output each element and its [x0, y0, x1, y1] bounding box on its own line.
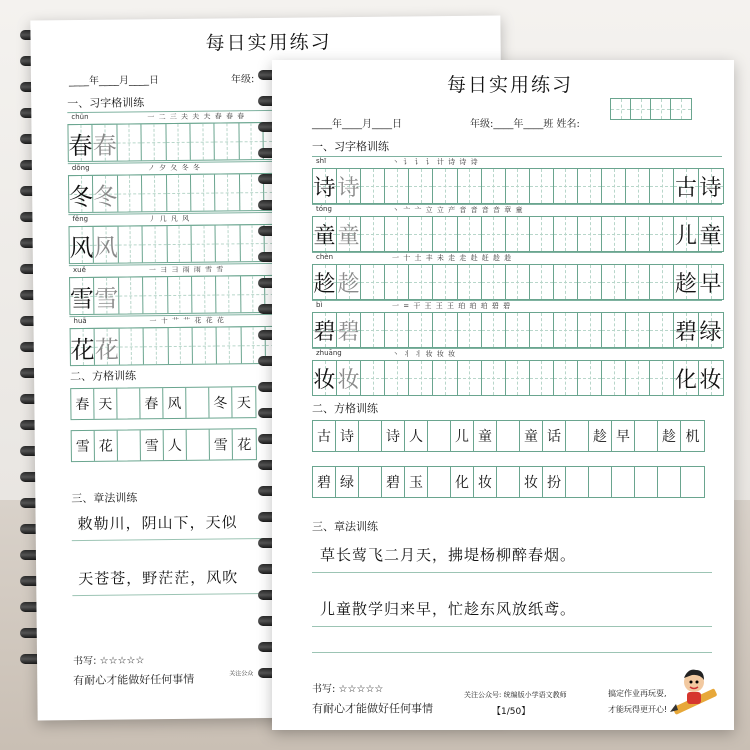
trace-character: 诗	[337, 175, 360, 201]
character-cell	[313, 313, 337, 347]
character-cell	[699, 265, 723, 299]
writing-cell[interactable]	[482, 313, 506, 347]
grid-empty-cell[interactable]	[187, 430, 210, 460]
character-cell	[95, 329, 120, 365]
page-number: 【1/50】	[492, 707, 531, 717]
front-date-line: ____年____月____日	[312, 119, 402, 130]
grid-empty-cell[interactable]	[635, 421, 658, 451]
writing-cell[interactable]	[361, 313, 385, 347]
character-cell	[69, 176, 94, 212]
character-cell	[337, 313, 361, 347]
model-character: 绿	[699, 319, 722, 345]
character-cell	[93, 176, 118, 212]
tianzige-row	[67, 122, 289, 162]
writing-cell[interactable]	[458, 313, 482, 347]
square-grid-row	[312, 420, 705, 452]
grid-character: 诗	[382, 421, 405, 451]
name-box-cell[interactable]	[611, 99, 631, 119]
writing-cell[interactable]	[482, 217, 506, 251]
front-rule-1	[312, 572, 712, 573]
trace-character: 童	[337, 223, 360, 249]
writing-cell[interactable]	[409, 265, 433, 299]
grid-character: 妆	[520, 467, 543, 497]
character-cell	[699, 169, 723, 203]
grid-character: 扮	[543, 467, 566, 497]
square-grid-row	[71, 428, 257, 462]
writing-cell[interactable]	[482, 265, 506, 299]
character-cell	[68, 125, 93, 161]
model-character: 化	[674, 367, 697, 393]
writing-cell[interactable]	[578, 313, 602, 347]
front-rule-2	[312, 626, 712, 627]
back-grade-label: 年级:	[230, 74, 255, 86]
model-character: 趁	[313, 271, 336, 297]
stroke-order: 一 十 艹 ⺾ 花 花 花	[149, 316, 225, 326]
writing-cell[interactable]	[506, 313, 530, 347]
grid-empty-cell[interactable]	[566, 421, 589, 451]
grid-character: 趁	[658, 421, 681, 451]
writing-cell[interactable]	[118, 175, 143, 211]
writing-cell[interactable]	[578, 217, 602, 251]
front-motto: 有耐心才能做好任何事情	[312, 702, 433, 715]
tianzige-row	[312, 168, 724, 204]
writing-cell[interactable]	[530, 169, 554, 203]
writing-cell[interactable]	[361, 265, 385, 299]
character-cell	[313, 217, 337, 251]
writing-cell[interactable]	[168, 328, 193, 364]
grid-empty-cell[interactable]	[359, 421, 382, 451]
writing-cell[interactable]	[602, 313, 626, 347]
model-character: 古	[674, 175, 697, 201]
grid-character: 诗	[336, 421, 359, 451]
writing-cell[interactable]	[142, 175, 167, 211]
grid-character: 雪	[141, 430, 164, 460]
writing-cell[interactable]	[118, 226, 143, 262]
grid-empty-cell[interactable]	[359, 467, 382, 497]
character-cell	[93, 125, 118, 161]
grid-character: 雪	[210, 429, 233, 459]
writing-cell[interactable]	[192, 277, 217, 313]
writing-cell[interactable]	[143, 226, 168, 262]
stroke-order: 丿 几 凡 风	[148, 214, 191, 224]
front-grade-line: 年级:____年____班 姓名:	[470, 119, 580, 130]
grid-character: 花	[237, 437, 252, 454]
grid-empty-cell[interactable]	[497, 421, 520, 451]
model-character: 童	[313, 223, 336, 249]
grid-character: 绿	[336, 467, 359, 497]
grid-character: 人	[405, 421, 428, 451]
model-character: 碧	[674, 319, 697, 345]
back-motto: 有耐心才能做好任何事情	[73, 672, 195, 688]
grid-empty-cell[interactable]	[681, 467, 704, 497]
stroke-order: 丶 亠 亠 立 立 产 音 音 音 音 章 童	[392, 206, 524, 214]
character-cell	[313, 361, 337, 395]
model-character: 趁	[674, 271, 697, 297]
writing-cell[interactable]	[361, 169, 385, 203]
writing-cell[interactable]	[554, 361, 578, 395]
writing-cell[interactable]	[433, 361, 457, 395]
pinyin-label: fēng	[72, 214, 89, 224]
name-box-cell[interactable]	[631, 99, 651, 119]
writing-cell[interactable]	[506, 217, 530, 251]
grid-character: 童	[474, 421, 497, 451]
pinyin-label: tóng	[316, 205, 332, 213]
trace-character: 春	[92, 131, 117, 160]
writing-cell[interactable]	[193, 328, 218, 364]
front-section-2-heading: 二、方格训练	[312, 402, 378, 415]
character-cell	[94, 278, 119, 314]
writing-cell[interactable]	[650, 217, 674, 251]
tianzige-row	[312, 360, 724, 396]
grid-empty-cell[interactable]	[186, 388, 209, 418]
writing-cell[interactable]	[167, 175, 192, 211]
character-cell	[674, 217, 698, 251]
model-character: 童	[699, 223, 722, 249]
pinyin-label: bì	[316, 301, 323, 309]
pinyin-label: shī	[316, 157, 327, 165]
writing-cell[interactable]	[433, 313, 457, 347]
grid-empty-cell[interactable]	[612, 467, 635, 497]
grid-empty-cell[interactable]	[658, 467, 681, 497]
writing-cell[interactable]	[626, 313, 650, 347]
writing-cell[interactable]	[166, 124, 191, 160]
stroke-order: 一 十 土 丰 未 走 走 赴 赶 趁 趁	[392, 254, 513, 262]
model-character: 冬	[68, 182, 94, 211]
trace-character: 花	[94, 335, 120, 364]
writing-cell[interactable]	[458, 217, 482, 251]
tianzige-row	[68, 173, 290, 213]
writing-cell[interactable]	[385, 169, 409, 203]
writing-cell[interactable]	[409, 217, 433, 251]
writing-cell[interactable]	[602, 217, 626, 251]
model-character: 诗	[699, 175, 722, 201]
grid-empty-cell[interactable]	[117, 388, 140, 418]
pinyin-label: dōng	[71, 163, 90, 173]
writing-cell[interactable]	[482, 169, 506, 203]
writing-cell[interactable]	[215, 123, 240, 159]
back-rating: 书写: ☆☆☆☆☆	[73, 655, 145, 668]
grid-character: 妆	[474, 467, 497, 497]
model-character: 花	[70, 335, 95, 364]
writing-cell[interactable]	[458, 361, 482, 395]
character-cell	[337, 361, 361, 395]
writing-cell[interactable]	[626, 361, 650, 395]
writing-cell[interactable]	[602, 169, 626, 203]
trace-character: 妆	[337, 367, 360, 393]
writing-cell[interactable]	[650, 361, 674, 395]
model-character: 春	[68, 131, 93, 160]
writing-cell[interactable]	[578, 361, 602, 395]
name-box-cell[interactable]	[651, 99, 671, 119]
grid-character: 化	[451, 467, 474, 497]
writing-cell[interactable]	[409, 313, 433, 347]
stroke-order: 丶 丬 丬 妆 妆 妆	[392, 350, 457, 358]
character-cell	[337, 217, 361, 251]
back-follow-note: 关注公众	[229, 670, 254, 678]
writing-cell[interactable]	[578, 169, 602, 203]
grid-character: 儿	[451, 421, 474, 451]
grid-character: 天	[94, 389, 117, 419]
writing-cell[interactable]	[626, 217, 650, 251]
tip-line-1: 搞定作业再玩耍,	[608, 689, 667, 698]
model-character: 碧	[313, 319, 336, 345]
writing-cell[interactable]	[217, 327, 242, 363]
character-cell	[674, 361, 698, 395]
writing-cell[interactable]	[530, 265, 554, 299]
grid-character: 古	[313, 421, 336, 451]
writing-cell[interactable]	[458, 265, 482, 299]
writing-cell[interactable]	[554, 169, 578, 203]
character-cell	[313, 169, 337, 203]
writing-cell[interactable]	[215, 174, 240, 210]
grid-character: 碧	[382, 467, 405, 497]
trace-character: 雪	[94, 284, 119, 313]
writing-cell[interactable]	[530, 217, 554, 251]
grid-empty-cell[interactable]	[635, 467, 658, 497]
writing-cell[interactable]	[190, 124, 215, 160]
grid-empty-cell[interactable]	[428, 467, 451, 497]
writing-cell[interactable]	[167, 226, 192, 262]
character-cell	[699, 313, 723, 347]
writing-cell[interactable]	[602, 361, 626, 395]
writing-cell[interactable]	[482, 361, 506, 395]
writing-cell[interactable]	[409, 169, 433, 203]
trace-character: 风	[93, 233, 118, 262]
name-box-grid	[610, 98, 692, 120]
writing-cell[interactable]	[385, 265, 409, 299]
writing-cell[interactable]	[650, 265, 674, 299]
writing-cell[interactable]	[119, 277, 144, 313]
front-poem-line-2: 儿童散学归来早，忙趁东风放纸鸢。	[320, 600, 577, 618]
character-cell	[699, 361, 723, 395]
back-section-3-heading: 三、章法训练	[71, 491, 138, 506]
front-title: 每日实用练习	[447, 74, 574, 96]
writing-cell[interactable]	[554, 265, 578, 299]
grid-character: 话	[543, 421, 566, 451]
character-cell	[313, 265, 337, 299]
follow-note: 关注公众号: 统编版小学语文教师	[464, 691, 567, 699]
grid-character: 雪	[72, 431, 95, 461]
writing-cell[interactable]	[626, 265, 650, 299]
writing-cell[interactable]	[142, 124, 167, 160]
character-cell	[674, 169, 698, 203]
writing-cell[interactable]	[530, 313, 554, 347]
tip-line-2: 才能玩得更开心!	[608, 705, 668, 714]
model-character: 雪	[69, 284, 95, 313]
writing-cell[interactable]	[506, 361, 530, 395]
writing-cell[interactable]	[506, 265, 530, 299]
back-section-2-heading: 二、方格训练	[70, 369, 137, 384]
grid-empty-cell[interactable]	[566, 467, 589, 497]
writing-cell[interactable]	[144, 328, 169, 364]
model-character: 诗	[313, 175, 336, 201]
grid-character: 机	[685, 429, 700, 445]
writing-cell[interactable]	[143, 277, 168, 313]
writing-cell[interactable]	[554, 313, 578, 347]
character-cell	[71, 329, 96, 365]
writing-cell[interactable]	[458, 169, 482, 203]
grid-character: 早	[612, 421, 635, 451]
character-cell	[674, 265, 698, 299]
tianzige-row	[312, 264, 724, 300]
grid-character: 天	[236, 395, 251, 412]
writing-cell[interactable]	[191, 175, 216, 211]
grid-character: 碧	[313, 467, 336, 497]
character-cell	[70, 227, 95, 263]
grid-character: 趁	[589, 421, 612, 451]
stroke-order: ノ 夕 夂 冬 冬	[147, 163, 201, 173]
pinyin-label: zhuāng	[316, 349, 342, 357]
character-cell	[337, 265, 361, 299]
writing-cell[interactable]	[578, 265, 602, 299]
writing-cell[interactable]	[216, 276, 241, 312]
square-grid-row	[70, 386, 256, 420]
front-section-1-heading: 一、习字格训练	[312, 140, 389, 153]
back-poem-line-2: 天苍苍，野茫茫，风吹	[78, 568, 239, 589]
grid-character: 童	[520, 421, 543, 451]
front-poem-line-1: 草长莺飞二月天，拂堤杨柳醉春烟。	[320, 546, 577, 564]
writing-cell[interactable]	[385, 361, 409, 395]
character-cell	[674, 313, 698, 347]
character-cell	[70, 278, 95, 314]
front-rating: 书写: ☆☆☆☆☆	[312, 684, 384, 695]
model-character: 早	[699, 271, 722, 297]
writing-cell[interactable]	[385, 217, 409, 251]
writing-cell[interactable]	[554, 217, 578, 251]
writing-cell[interactable]	[117, 124, 142, 160]
back-date-line: ____年____月____日	[68, 75, 160, 88]
cartoon-boy-pencil-icon	[664, 660, 724, 720]
grid-empty-cell[interactable]	[497, 467, 520, 497]
stroke-order: 丶 讠 讠 讠 计 诗 诗 诗	[392, 158, 479, 166]
pinyin-label: huā	[73, 316, 87, 326]
trace-character: 趁	[337, 271, 360, 297]
tianzige-row	[312, 216, 724, 252]
writing-cell[interactable]	[433, 217, 457, 251]
model-character: 儿	[674, 223, 697, 249]
stroke-order: 一 ⺕ ⺕ 雨 雨 雪 雪	[148, 265, 225, 275]
pinyin-label: chūn	[71, 112, 89, 122]
trace-character: 冬	[93, 182, 118, 211]
back-poem-line-1: 敕勒川，阴山下，天似	[77, 513, 238, 534]
grid-character: 风	[163, 388, 186, 418]
grid-character: 冬	[209, 387, 232, 417]
grid-character: 春	[71, 389, 94, 419]
writing-cell[interactable]	[361, 361, 385, 395]
writing-cell[interactable]	[433, 169, 457, 203]
writing-cell[interactable]	[385, 313, 409, 347]
stroke-order: 一 二 三 夫 夫 夫 春 春 春	[147, 112, 246, 122]
character-cell	[337, 169, 361, 203]
model-character: 妆	[699, 367, 722, 393]
name-box-cell[interactable]	[671, 99, 691, 119]
tianzige-row	[312, 312, 724, 348]
writing-cell[interactable]	[626, 169, 650, 203]
writing-cell[interactable]	[119, 328, 144, 364]
trace-character: 碧	[337, 319, 360, 345]
writing-cell[interactable]	[433, 265, 457, 299]
grid-empty-cell[interactable]	[589, 467, 612, 497]
character-cell	[94, 227, 119, 263]
writing-cell[interactable]	[216, 225, 241, 261]
writing-cell[interactable]	[650, 313, 674, 347]
back-section-1-heading: 一、习字格训练	[67, 96, 145, 111]
stroke-order: 一 = 干 王 王 王 珀 珀 珀 碧 碧	[392, 302, 512, 310]
front-worksheet	[272, 60, 734, 730]
square-grid-row	[312, 466, 705, 498]
pinyin-label: chèn	[316, 253, 334, 261]
writing-cell[interactable]	[650, 169, 674, 203]
character-cell	[699, 217, 723, 251]
writing-cell[interactable]	[361, 217, 385, 251]
model-character: 风	[69, 233, 94, 262]
writing-cell[interactable]	[506, 169, 530, 203]
writing-cell[interactable]	[191, 226, 216, 262]
writing-cell[interactable]	[530, 361, 554, 395]
grid-empty-cell[interactable]	[118, 430, 141, 460]
back-title: 每日实用练习	[205, 31, 332, 55]
front-section-3-heading: 三、章法训练	[312, 520, 378, 533]
grid-character: 人	[164, 430, 187, 460]
writing-cell[interactable]	[409, 361, 433, 395]
model-character: 妆	[313, 367, 336, 393]
grid-empty-cell[interactable]	[428, 421, 451, 451]
writing-cell[interactable]	[168, 277, 193, 313]
front-rule-3	[312, 652, 712, 653]
grid-character: 花	[95, 431, 118, 461]
pinyin-label: xuě	[72, 265, 86, 275]
writing-cell[interactable]	[602, 265, 626, 299]
grid-character: 春	[140, 388, 163, 418]
grid-character: 玉	[405, 467, 428, 497]
